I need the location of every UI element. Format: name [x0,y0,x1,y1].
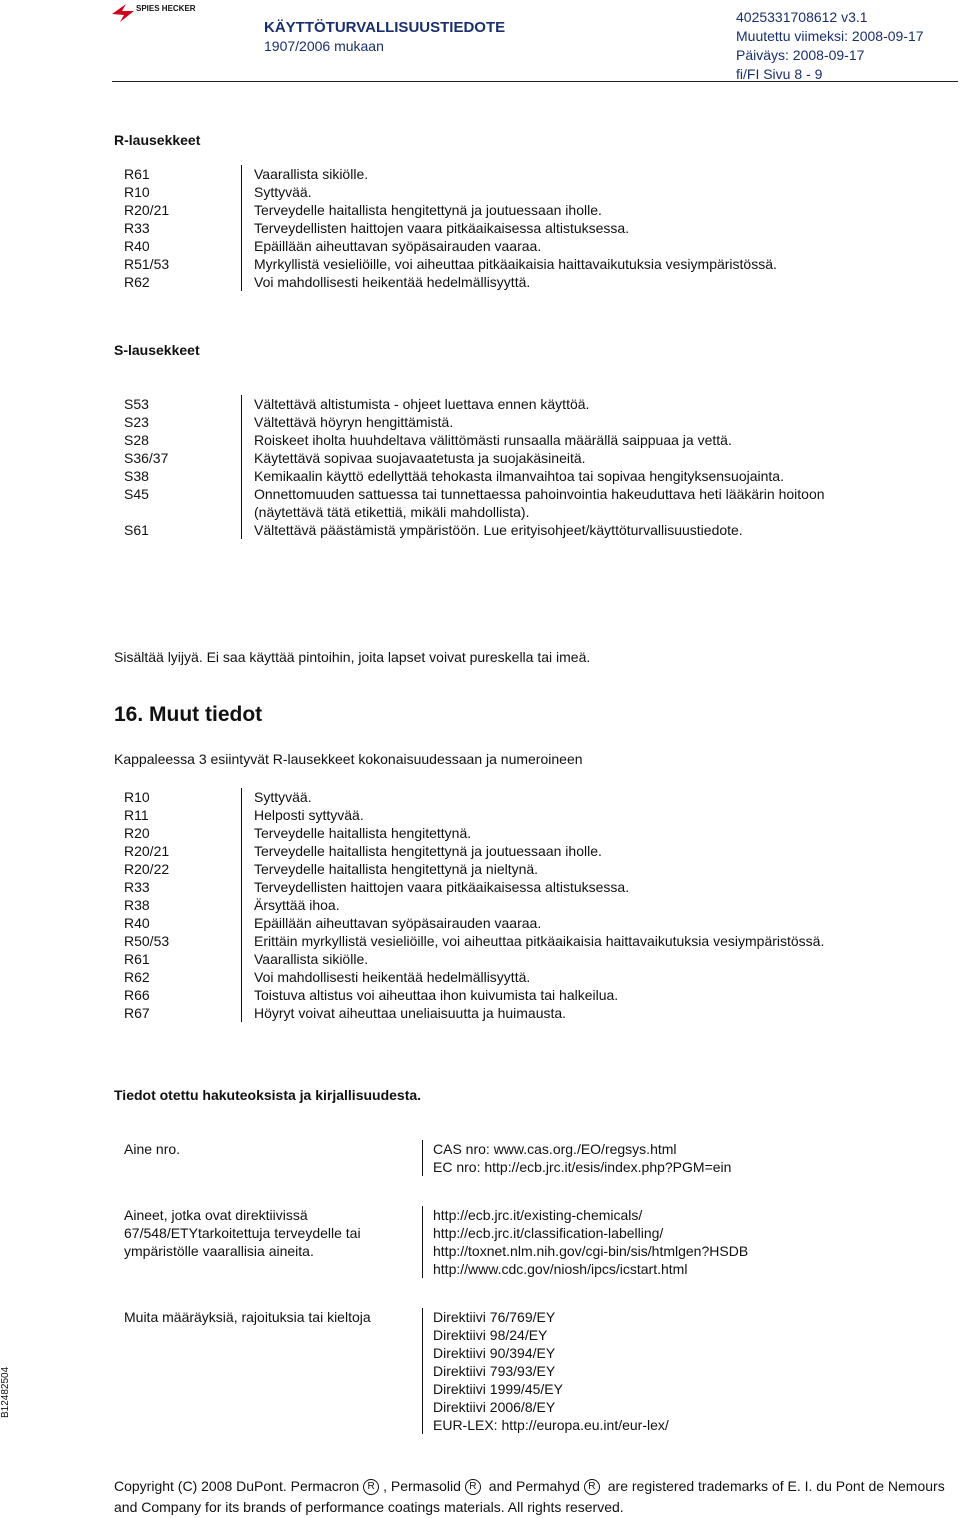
phrase-text: Toistuva altistus voi aiheuttaa ihon kuivumista tai halkeilua. [241,986,838,1004]
phrase-code: R11 [124,807,149,823]
phrase-text: Kemikaalin käyttö edellyttää tehokasta ilmanvaihtoa tai sopivaa hengityksensuojainta. [241,467,838,485]
phrase-text: Terveydellisten haittojen vaara pitkäaikaisessa altistuksessa. [241,219,838,237]
phrase-text: Vältettävä päästämistä ympäristöön. Lue erityisohjeet/käyttöturvallisuustiedote. [241,521,838,539]
phrase-text: Onnettomuuden sattuessa tai tunnettaessa pahoinvointia hakeuduttava heti lääkärin hoitoon (näytettävä tätä etikettiä, mikäli mahdollista). [241,485,838,521]
phrase-text: Vaarallista sikiölle. [241,165,838,183]
list-item [124,219,838,237]
source-link[interactable]: EC nro: http://ecb.jrc.it/esis/index.php?PGM=ein [433,1159,732,1175]
copyright-text: and Permahyd [484,1478,580,1494]
list-item [124,896,838,914]
phrase-code: R40 [124,915,150,931]
source-link[interactable]: http://toxnet.nlm.nih.gov/cgi-bin/sis/htmlgen?HSDB [433,1243,749,1259]
list-item [124,165,838,183]
phrase-text: Terveydelle haitallista hengitettynä ja joutuessaan iholle. [241,201,838,219]
phrase-text: Terveydelle haitallista hengitettynä ja nieltynä. [241,860,838,878]
r-phrases-heading: R-lausekkeet [114,132,201,148]
list-item [124,395,838,413]
phrase-text: Epäillään aiheuttavan syöpäsairauden vaaraa. [241,914,838,932]
copyright-text: Copyright (C) 2008 DuPont. Permacron [114,1478,360,1494]
list-item [124,467,838,485]
phrase-code: R33 [124,879,150,895]
phrase-code: S28 [124,432,149,448]
phrase-code: R50/53 [124,933,170,949]
product-code: 4025331708612 v3.1 [736,9,868,25]
lead-note: Sisältää lyijyä. Ei saa käyttää pintoihin, joita lapset voivat pureskella tai imeä. [114,649,591,665]
list-item [124,968,838,986]
r-phrases-list [124,165,838,291]
list-item [124,431,838,449]
source-values [422,1140,731,1176]
phrase-code: S23 [124,414,149,430]
list-item [124,842,838,860]
list-item [124,273,838,291]
registered-trademark-icon: R [584,1479,600,1495]
phrase-text: Terveydelle haitallista hengitettynä. [241,824,838,842]
source-values [422,1308,669,1434]
phrase-code: R62 [124,274,150,290]
phrase-code: R20 [124,825,150,841]
source-block-regulations [124,1308,669,1434]
sources-heading: Tiedot otettu hakuteoksista ja kirjallisuudesta. [114,1087,422,1103]
list-item [124,950,838,968]
regulation-item: Direktiivi 2006/8/EY [433,1399,556,1415]
phrase-text: Roiskeet iholta huuhdeltava välittömästi runsaalla määrällä saippuaa ja vettä. [241,431,838,449]
phrase-code: R10 [124,789,150,805]
spies-hecker-logo [112,2,196,24]
source-label: Aineet, jotka ovat direktiivissä 67/548/ETYtarkoitettuja terveydelle tai ympäristölle vaarallisia aineita. [124,1207,361,1259]
document-title: KÄYTTÖTURVALLISUUSTIEDOTE [264,19,506,36]
document-subtitle: 1907/2006 mukaan [264,38,384,54]
regulation-item: Direktiivi 793/93/EY [433,1363,556,1379]
phrase-code: R38 [124,897,150,913]
section-16-intro: Kappaleessa 3 esiintyvät R-lausekkeet kokonaisuudessaan ja numeroineen [114,751,583,767]
phrase-code: R61 [124,951,150,967]
phrase-code: R20/21 [124,843,170,859]
list-item [124,878,838,896]
list-item [124,255,838,273]
list-item [124,521,838,539]
phrase-code: R40 [124,238,150,254]
list-item [124,413,838,431]
registered-trademark-icon: R [465,1479,481,1495]
phrase-code: R20/21 [124,202,170,218]
phrase-text: Myrkyllistä vesieliöille, voi aiheuttaa pitkäaikaisia haittavaikutuksia vesiympäristössä. [241,255,838,273]
phrase-text: Vältettävä altistumista - ohjeet luettava ennen käyttöä. [241,395,838,413]
phrase-text: Vaarallista sikiölle. [241,950,838,968]
modified-date: Muutettu viimeksi: 2008-09-17 [736,28,924,44]
list-item [124,1004,838,1022]
source-link[interactable]: http://ecb.jrc.it/existing-chemicals/ [433,1207,643,1223]
registered-trademark-icon: R [363,1479,379,1495]
source-values [422,1206,748,1278]
phrase-text: Höyryt voivat aiheuttaa uneliaisuutta ja huimausta. [241,1004,838,1022]
phrase-text: Syttyvää. [241,183,838,201]
phrase-text: Vältettävä höyryn hengittämistä. [241,413,838,431]
phrase-text: Epäillään aiheuttavan syöpäsairauden vaaraa. [241,237,838,255]
regulation-item: Direktiivi 76/769/EY [433,1309,556,1325]
header-divider [112,81,958,82]
phrase-code: R62 [124,969,150,985]
list-item [124,932,838,950]
source-label: Muita määräyksiä, rajoituksia tai kieltoja [124,1309,371,1325]
phrase-code: R66 [124,987,150,1003]
phrase-text: Helposti syttyvää. [241,806,838,824]
source-link[interactable]: http://www.cdc.gov/niosh/ipcs/icstart.html [433,1261,688,1277]
source-label: Aine nro. [124,1141,181,1157]
phrase-code: R67 [124,1005,150,1021]
list-item [124,788,838,806]
list-item [124,449,838,467]
regulation-item: Direktiivi 1999/45/EY [433,1381,563,1397]
phrase-code: R61 [124,166,150,182]
phrase-text: Erittäin myrkyllistä vesieliöille, voi aiheuttaa pitkäaikaisia haittavaikutuksia vesiympäristössä. [241,932,838,950]
list-item [124,485,838,521]
regulation-item: Direktiivi 98/24/EY [433,1327,548,1343]
phrase-text: Terveydellisten haittojen vaara pitkäaikaisessa altistuksessa. [241,878,838,896]
page-number: fi/FI Sivu 8 - 9 [736,66,823,82]
copyright-text: , Permasolid [383,1478,461,1494]
phrase-text: Syttyvää. [241,788,838,806]
list-item [124,824,838,842]
phrase-code: R10 [124,184,150,200]
phrase-code: S38 [124,468,149,484]
phrase-code: S53 [124,396,149,412]
list-item [124,914,838,932]
phrase-code: S36/37 [124,450,169,466]
phrase-code: S61 [124,522,149,538]
source-block-substance-number [124,1140,731,1176]
list-item [124,237,838,255]
phrase-text: Käytettävä sopivaa suojavaatetusta ja suojakäsineitä. [241,449,838,467]
regulation-item: Direktiivi 90/394/EY [433,1345,556,1361]
source-link[interactable]: CAS nro: www.cas.org./EO/regsys.html [433,1141,677,1157]
list-item [124,986,838,1004]
list-item [124,860,838,878]
phrase-code: R20/22 [124,861,170,877]
phrase-text: Terveydelle haitallista hengitettynä ja joutuessaan iholle. [241,842,838,860]
phrase-text: Ärsyttää ihoa. [241,896,838,914]
svg-text:SPIES HECKER: SPIES HECKER [136,4,196,13]
copyright-notice [114,1476,960,1518]
copyright-text: are registered trademarks of E. I. du Pont de Nemours and Company for its brands of performance coatings materials. All rights reserved. [114,1478,945,1515]
phrase-code: R51/53 [124,256,170,272]
phrase-text: Voi mahdollisesti heikentää hedelmällisyyttä. [241,968,838,986]
source-link[interactable]: EUR-LEX: http://europa.eu.int/eur-lex/ [433,1417,669,1433]
phrase-code: S45 [124,486,149,502]
s-phrases-heading: S-lausekkeet [114,342,200,358]
document-meta [736,8,924,84]
issue-date: Päiväys: 2008-09-17 [736,47,865,63]
phrase-text: Voi mahdollisesti heikentää hedelmällisyyttä. [241,273,838,291]
list-item [124,806,838,824]
list-item [124,183,838,201]
source-link[interactable]: http://ecb.jrc.it/classification-labelling/ [433,1225,664,1241]
phrase-code: R33 [124,220,150,236]
section-16-r-phrases-list [124,788,838,1022]
list-item [124,201,838,219]
side-document-code: B12482504 [0,1366,11,1418]
s-phrases-list [124,395,838,539]
section-16-heading: 16. Muut tiedot [114,703,263,726]
source-block-dangerous-substances [124,1206,748,1278]
